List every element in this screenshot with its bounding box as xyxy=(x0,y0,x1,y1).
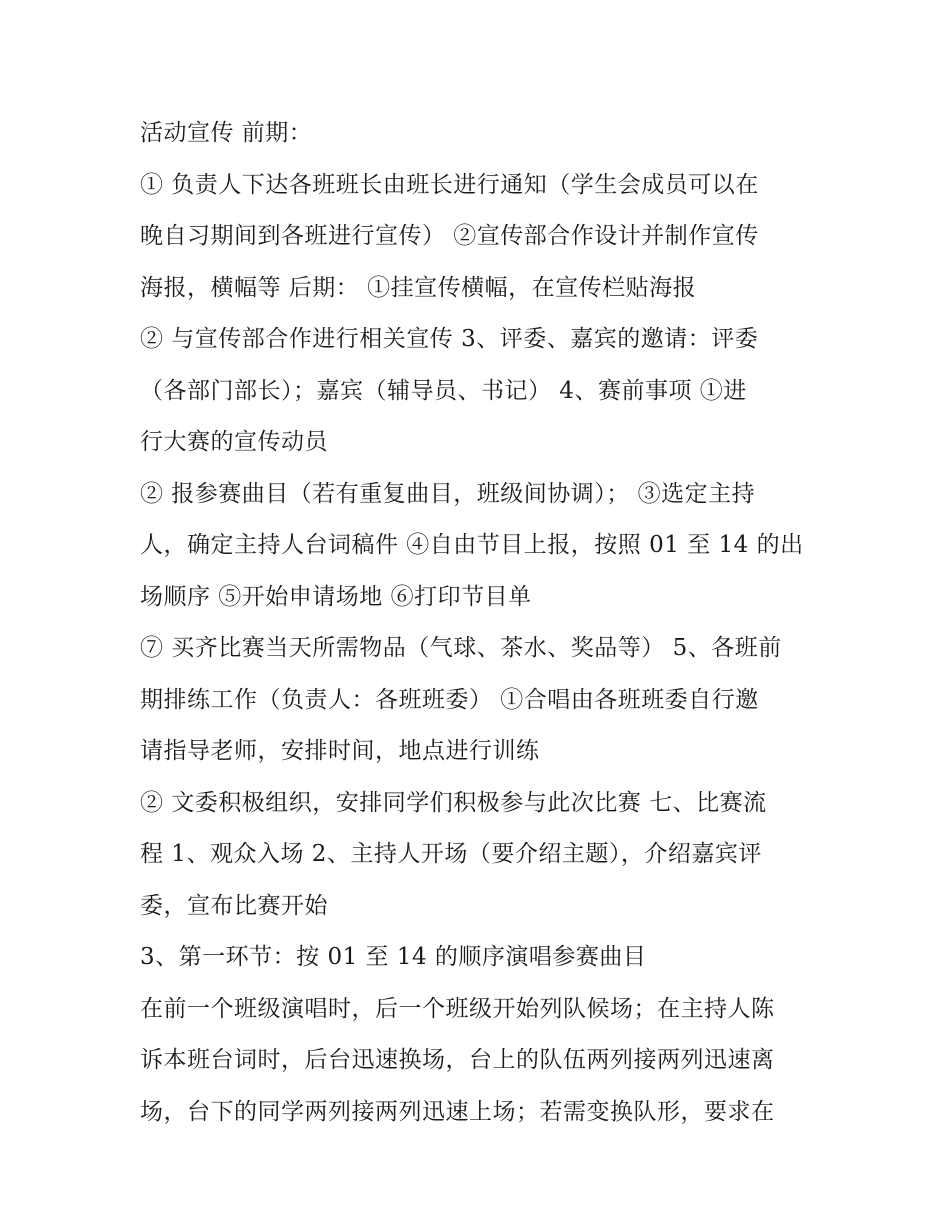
text-line: 活动宣传 前期： xyxy=(140,120,313,146)
text-line: 请指导老师，安排时间，地点进行训练 xyxy=(140,738,540,764)
text-line: 诉本班台词时，后台迅速换场，台上的队伍两列接两列迅速离 xyxy=(140,1047,775,1073)
text-line: ⑦ 买齐比赛当天所需物品（气球、茶水、奖品等） 5、各班前 xyxy=(140,635,782,661)
text-line: （各部门部长）；嘉宾（辅导员、书记） 4、赛前事项 ①进 xyxy=(140,377,747,404)
text-line: 晚自习期间到各班进行宣传） ②宣传部合作设计并制作宣传 xyxy=(140,223,759,249)
text-line: 场顺序 ⑤开始申请场地 ⑥打印节目单 xyxy=(140,583,532,610)
text-line: 人，确定主持人台词稿件 ④自由节目上报，按照 01 至 14 的出 xyxy=(140,532,804,558)
text-line: 海报，横幅等 后期： ①挂宣传横幅，在宣传栏贴海报 xyxy=(140,274,697,301)
text-line: ② 报参赛曲目（若有重复曲目，班级间协调）； ③选定主持 xyxy=(140,480,756,507)
text-line: ① 负责人下达各班班长由班长进行通知（学生会成员可以在 xyxy=(140,171,759,198)
text-line: 3、第一环节：按 01 至 14 的顺序演唱参赛曲目 xyxy=(140,944,647,970)
text-line: 程 1、观众入场 2、主持人开场（要介绍主题），介绍嘉宾评 xyxy=(140,841,762,867)
text-line: 委，宣布比赛开始 xyxy=(140,892,328,919)
text-line: 行大赛的宣传动员 xyxy=(140,429,328,455)
text-line: ② 与宣传部合作进行相关宣传 3、评委、嘉宾的邀请：评委 xyxy=(140,326,759,352)
text-line: ② 文委积极组织，安排同学们积极参与此次比赛 七、比赛流 xyxy=(140,789,767,816)
text-line: 期排练工作（负责人：各班班委） ①合唱由各班班委自行邀 xyxy=(140,686,759,713)
document-body xyxy=(140,108,820,1138)
text-line: 在前一个班级演唱时，后一个班级开始列队候场；在主持人陈 xyxy=(140,995,775,1022)
text-line: 场，台下的同学两列接两列迅速上场；若需变换队形，要求在 xyxy=(140,1098,775,1125)
